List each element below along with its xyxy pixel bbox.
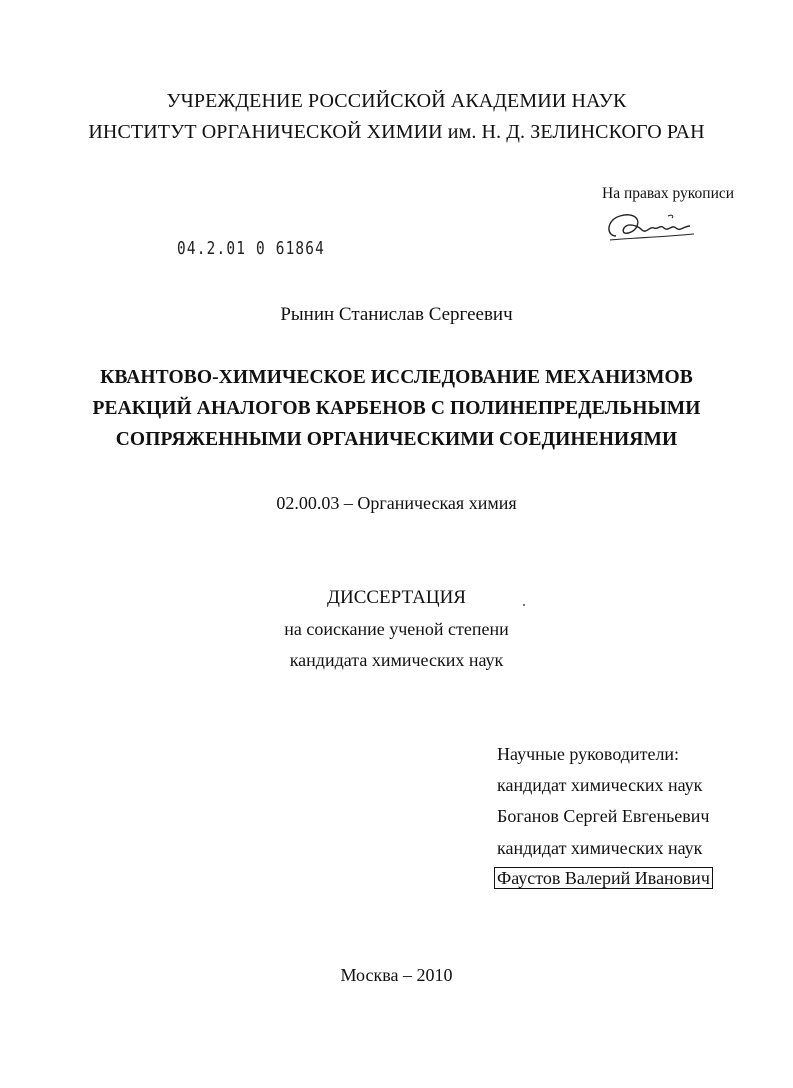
supervisor-2-row — [497, 868, 713, 889]
degree-line-2: кандидата химических наук — [289, 650, 504, 670]
supervisor-2-degree: кандидат химических наук — [497, 838, 703, 858]
institution-line-2: ИНСТИТУТ ОРГАНИЧЕСКОЙ ХИМИИ им. Н. Д. ЗЕЛИНСКОГО РАН — [88, 121, 705, 143]
thesis-title-line-3: СОПРЯЖЕННЫМИ ОРГАНИЧЕСКИМИ СОЕДИНЕНИЯМИ — [115, 429, 678, 450]
signature-icon — [602, 206, 698, 246]
thesis-title-line-2: РЕАКЦИЙ АНАЛОГОВ КАРБЕНОВ С ПОЛИНЕПРЕДЕЛЬНЫМИ — [92, 398, 701, 419]
supervisors-heading: Научные руководители: — [497, 744, 680, 764]
supervisor-1-degree: кандидат химических наук — [497, 775, 703, 795]
manuscript-note: На правах рукописи — [602, 185, 735, 202]
institution-line-1: УЧРЕЖДЕНИЕ РОССИЙСКОЙ АКАДЕМИИ НАУК — [166, 90, 627, 112]
city-year: Москва – 2010 — [340, 965, 453, 985]
author-name: Рынин Станислав Сергеевич — [280, 304, 513, 325]
stamp-number: 04.2.01 0 61864 — [177, 238, 326, 259]
thesis-title-line-1: КВАНТОВО-ХИМИЧЕСКОЕ ИССЛЕДОВАНИЕ МЕХАНИЗМОВ — [100, 367, 693, 388]
supervisor-1-name: Боганов Сергей Евгеньевич — [497, 806, 710, 826]
document-type: ДИССЕРТАЦИЯ — [327, 587, 466, 608]
specialty: 02.00.03 – Органическая химия — [276, 493, 517, 513]
supervisor-2-name: Фаустов Валерий Иванович — [494, 867, 713, 889]
speck — [523, 604, 525, 606]
degree-line-1: на соискание ученой степени — [284, 619, 509, 639]
